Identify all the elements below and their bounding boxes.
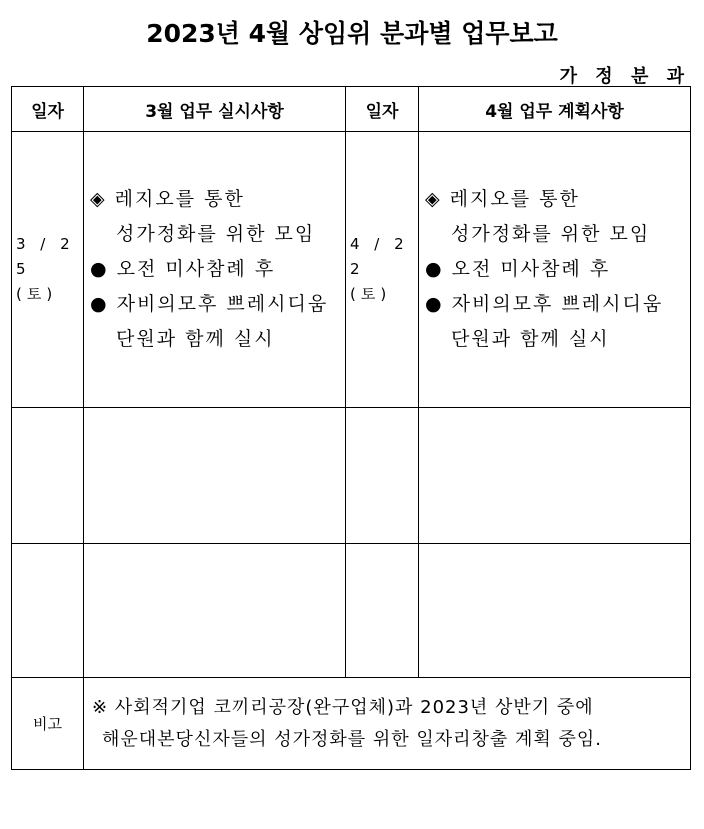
header-date-right: 일자	[346, 87, 419, 132]
table-row-empty	[12, 544, 691, 678]
april-line-1: ◈ 레지오를 통한	[425, 188, 580, 210]
note-label: 비고	[12, 678, 84, 770]
march-line-5: 단원과 함께 실시	[116, 328, 275, 350]
table-row-empty	[12, 408, 691, 544]
march-line-2: 성가정화를 위한 모임	[116, 223, 316, 245]
header-row	[12, 87, 691, 132]
empty-cell	[419, 544, 691, 678]
day-right: (토)	[350, 285, 392, 303]
april-line-2: 성가정화를 위한 모임	[451, 223, 651, 245]
april-line-4: ● 자비의모후 쁘레시디움	[425, 293, 664, 315]
april-line-3: ● 오전 미사참례 후	[425, 258, 611, 280]
empty-cell	[346, 544, 419, 678]
report-table	[11, 86, 691, 770]
march-line-1: ◈ 레지오를 통한	[90, 188, 245, 210]
department-label: 가 정 분 과	[559, 66, 690, 87]
empty-cell	[12, 408, 84, 544]
march-line-3: ● 오전 미사참례 후	[90, 258, 276, 280]
note-content	[84, 678, 691, 770]
empty-cell	[419, 408, 691, 544]
march-work-cell	[84, 132, 346, 408]
date-cell-right	[346, 132, 419, 408]
header-march-work: 3월 업무 실시사항	[84, 87, 346, 132]
date-left: 3 / 2 5	[16, 235, 75, 278]
empty-cell	[12, 544, 84, 678]
empty-cell	[84, 408, 346, 544]
note-line-1: ※ 사회적기업 코끼리공장(완구업체)과 2023년 상반기 중에	[92, 696, 594, 718]
note-row	[12, 678, 691, 770]
note-line-2: 해운대본당신자들의 성가정화를 위한 일자리창출 계획 중임.	[102, 728, 603, 750]
day-left: (토)	[16, 285, 58, 303]
april-plan-cell	[419, 132, 691, 408]
date-right: 4 / 2 2	[350, 235, 409, 278]
table-row	[12, 132, 691, 408]
date-cell-left	[12, 132, 84, 408]
april-line-5: 단원과 함께 실시	[451, 328, 610, 350]
header-date-left: 일자	[12, 87, 84, 132]
document-title: 2023년 4월 상임위 분과별 업무보고	[146, 19, 558, 48]
empty-cell	[84, 544, 346, 678]
march-line-4: ● 자비의모후 쁘레시디움	[90, 293, 329, 315]
header-april-plan: 4월 업무 계획사항	[419, 87, 691, 132]
empty-cell	[346, 408, 419, 544]
